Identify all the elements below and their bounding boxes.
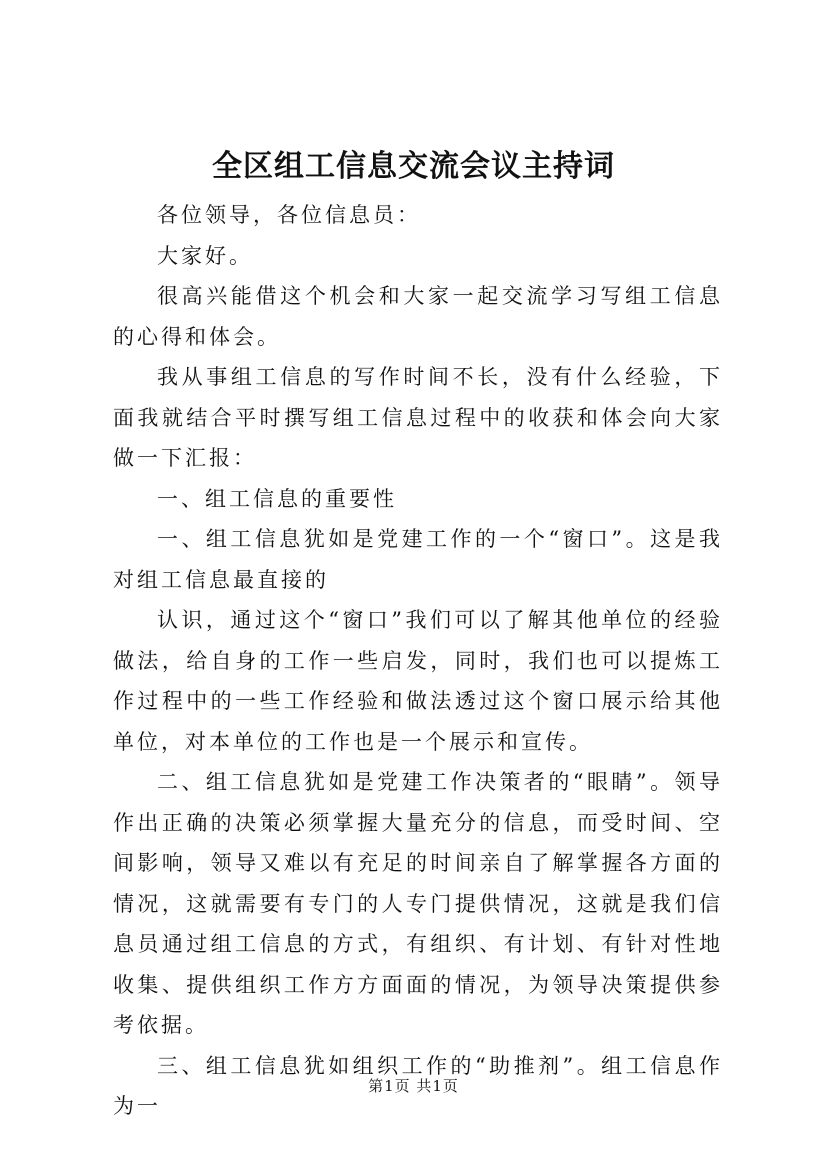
paragraph-background: 我从事组工信息的写作时间不长，没有什么经验，下面我就结合平时撰写组工信息过程中的收获和体会向大家做一下汇报： [113,365,723,470]
section-heading-importance: 一、组工信息的重要性 [157,486,397,511]
paragraph-point-one: 一、组工信息犹如是党建工作的一个“窗口”。这是我对组工信息最直接的 [113,527,723,592]
paragraph-point-two: 二、组工信息犹如是党建工作决策者的“眼睛”。领导作出正确的决策必须掌握大量充分的信息，而受时间、空间影响，领导又难以有充足的时间亲自了解掌握各方面的情况，这就需要有专门的人专门提供情况，这就是我们信息员通过组工信息的方式，有组织、有计划、有针对性地收集、提供组织工作方方面面的情况，为领导决策提供参考依据。 [113,770,723,1037]
paragraph-point-one-continued: 认识，通过这个“窗口”我们可以了解其他单位的经验做法，给自身的工作一些启发，同时，我们也可以提炼工作过程中的一些工作经验和做法透过这个窗口展示给其他单位，对本单位的工作也是一个展示和宣传。 [113,608,723,754]
page-footer: 第1页 共1页 [368,1077,459,1095]
document-title: 全区组工信息交流会议主持词 [212,149,615,184]
document-body [113,195,723,1127]
paragraph-intro: 很高兴能借这个机会和大家一起交流学习写组工信息的心得和体会。 [113,284,723,349]
paragraph-hello: 大家好。 [157,243,253,268]
paragraph-greeting: 各位领导，各位信息员： [157,203,421,227]
paragraph-point-three: 三、组工信息犹如组织工作的“助推剂”。组工信息作为一 [113,1053,723,1118]
